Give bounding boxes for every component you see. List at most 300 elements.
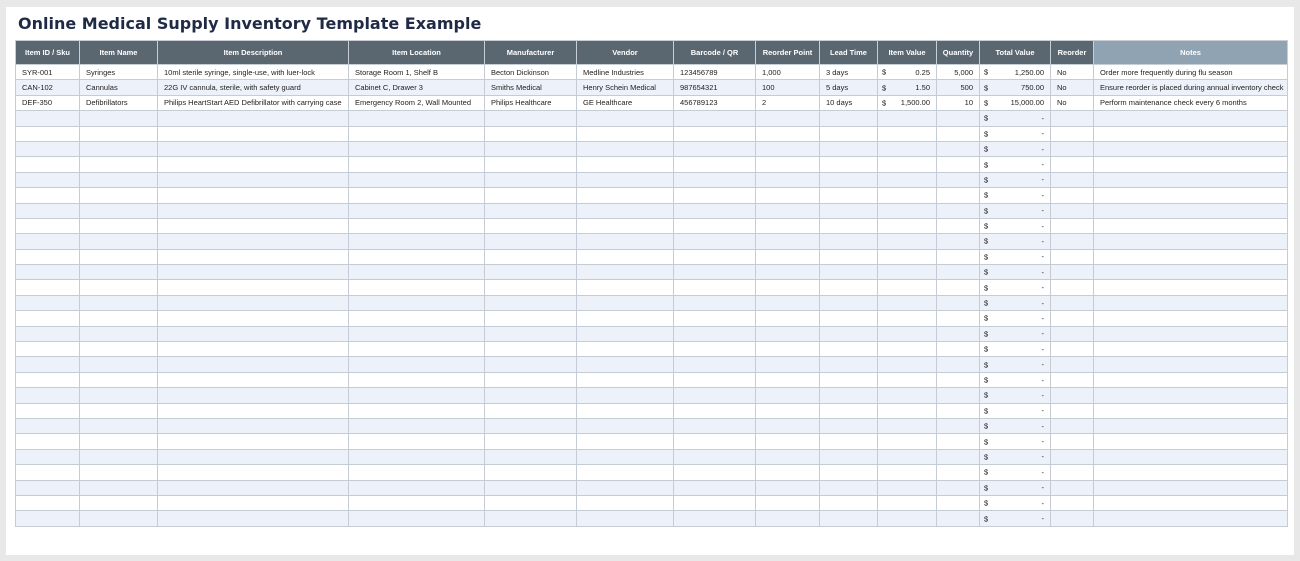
cell-quantity[interactable]	[937, 188, 980, 203]
cell-item-location[interactable]	[349, 234, 485, 249]
cell-notes[interactable]	[1094, 295, 1288, 310]
cell-item-location[interactable]	[349, 126, 485, 141]
cell-lead-time[interactable]	[820, 126, 878, 141]
cell-notes[interactable]	[1094, 434, 1288, 449]
cell-lead-time[interactable]	[820, 495, 878, 510]
cell-quantity[interactable]	[937, 511, 980, 526]
column-header-item-description[interactable]: Item Description	[158, 41, 349, 65]
cell-reorder-point[interactable]	[756, 326, 820, 341]
cell-item-location[interactable]	[349, 141, 485, 156]
cell-quantity[interactable]	[937, 234, 980, 249]
cell-total-value[interactable]	[980, 511, 1051, 526]
cell-manufacturer[interactable]	[485, 234, 577, 249]
cell-lead-time[interactable]	[820, 265, 878, 280]
cell-manufacturer[interactable]: Philips Healthcare	[485, 95, 577, 110]
cell-reorder-point[interactable]	[756, 342, 820, 357]
cell-item-description[interactable]	[158, 172, 349, 187]
cell-reorder-point[interactable]: 100	[756, 80, 820, 95]
cell-quantity[interactable]	[937, 218, 980, 233]
cell-item-location[interactable]	[349, 495, 485, 510]
cell-notes[interactable]: Perform maintenance check every 6 months	[1094, 95, 1288, 110]
cell-item-name[interactable]	[80, 480, 158, 495]
cell-sku[interactable]	[16, 372, 80, 387]
cell-reorder[interactable]	[1051, 265, 1094, 280]
cell-reorder-point[interactable]	[756, 357, 820, 372]
cell-item-name[interactable]	[80, 249, 158, 264]
cell-item-location[interactable]	[349, 188, 485, 203]
cell-total-value[interactable]	[980, 388, 1051, 403]
cell-sku[interactable]	[16, 403, 80, 418]
cell-notes[interactable]	[1094, 157, 1288, 172]
column-header-item-value[interactable]: Item Value	[878, 41, 937, 65]
cell-reorder-point[interactable]	[756, 126, 820, 141]
cell-sku[interactable]	[16, 511, 80, 526]
cell-item-name[interactable]	[80, 157, 158, 172]
cell-item-value[interactable]	[878, 480, 937, 495]
cell-barcode[interactable]	[674, 372, 756, 387]
cell-manufacturer[interactable]: Smiths Medical	[485, 80, 577, 95]
cell-quantity[interactable]	[937, 126, 980, 141]
cell-total-value[interactable]	[980, 465, 1051, 480]
cell-item-value[interactable]	[878, 80, 937, 95]
cell-item-name[interactable]	[80, 172, 158, 187]
cell-quantity[interactable]	[937, 495, 980, 510]
cell-reorder-point[interactable]	[756, 495, 820, 510]
cell-item-value[interactable]	[878, 342, 937, 357]
cell-reorder[interactable]	[1051, 295, 1094, 310]
cell-vendor[interactable]	[577, 265, 674, 280]
cell-item-name[interactable]: Defibrillators	[80, 95, 158, 110]
cell-total-value[interactable]	[980, 172, 1051, 187]
cell-item-name[interactable]	[80, 111, 158, 126]
cell-reorder[interactable]	[1051, 157, 1094, 172]
cell-sku[interactable]	[16, 311, 80, 326]
cell-item-description[interactable]	[158, 388, 349, 403]
cell-vendor[interactable]	[577, 234, 674, 249]
cell-total-value[interactable]	[980, 311, 1051, 326]
cell-reorder[interactable]	[1051, 511, 1094, 526]
cell-item-value[interactable]	[878, 280, 937, 295]
cell-reorder[interactable]	[1051, 188, 1094, 203]
cell-manufacturer[interactable]	[485, 295, 577, 310]
cell-vendor[interactable]	[577, 388, 674, 403]
cell-manufacturer[interactable]	[485, 326, 577, 341]
cell-total-value[interactable]	[980, 218, 1051, 233]
cell-notes[interactable]	[1094, 449, 1288, 464]
cell-sku[interactable]	[16, 418, 80, 433]
cell-sku[interactable]	[16, 265, 80, 280]
cell-item-value[interactable]	[878, 157, 937, 172]
cell-reorder[interactable]	[1051, 311, 1094, 326]
cell-sku[interactable]	[16, 218, 80, 233]
cell-manufacturer[interactable]	[485, 172, 577, 187]
cell-item-description[interactable]	[158, 126, 349, 141]
column-header-notes[interactable]: Notes	[1094, 41, 1288, 65]
cell-vendor[interactable]	[577, 403, 674, 418]
cell-quantity[interactable]: 5,000	[937, 65, 980, 80]
cell-lead-time[interactable]	[820, 203, 878, 218]
cell-item-value[interactable]	[878, 265, 937, 280]
cell-lead-time[interactable]	[820, 326, 878, 341]
cell-item-name[interactable]: Syringes	[80, 65, 158, 80]
cell-item-description[interactable]: 22G IV cannula, sterile, with safety guard	[158, 80, 349, 95]
cell-manufacturer[interactable]: Becton Dickinson	[485, 65, 577, 80]
cell-sku[interactable]: SYR-001	[16, 65, 80, 80]
cell-item-name[interactable]	[80, 511, 158, 526]
cell-item-name[interactable]	[80, 311, 158, 326]
cell-item-location[interactable]	[349, 280, 485, 295]
cell-quantity[interactable]	[937, 403, 980, 418]
cell-reorder[interactable]: No	[1051, 65, 1094, 80]
cell-item-description[interactable]	[158, 295, 349, 310]
cell-lead-time[interactable]	[820, 111, 878, 126]
cell-item-value[interactable]	[878, 234, 937, 249]
cell-item-description[interactable]	[158, 188, 349, 203]
cell-reorder-point[interactable]	[756, 465, 820, 480]
cell-item-name[interactable]	[80, 126, 158, 141]
cell-reorder-point[interactable]	[756, 157, 820, 172]
cell-item-value[interactable]	[878, 95, 937, 110]
cell-notes[interactable]	[1094, 218, 1288, 233]
cell-notes[interactable]	[1094, 265, 1288, 280]
cell-item-location[interactable]	[349, 157, 485, 172]
cell-item-name[interactable]	[80, 295, 158, 310]
cell-item-location[interactable]: Storage Room 1, Shelf B	[349, 65, 485, 80]
cell-lead-time[interactable]	[820, 311, 878, 326]
cell-lead-time[interactable]	[820, 388, 878, 403]
cell-reorder-point[interactable]: 2	[756, 95, 820, 110]
cell-barcode[interactable]	[674, 203, 756, 218]
cell-notes[interactable]	[1094, 372, 1288, 387]
cell-total-value[interactable]	[980, 203, 1051, 218]
cell-reorder[interactable]	[1051, 388, 1094, 403]
cell-item-value[interactable]	[878, 188, 937, 203]
cell-vendor[interactable]	[577, 495, 674, 510]
cell-manufacturer[interactable]	[485, 372, 577, 387]
cell-quantity[interactable]	[937, 434, 980, 449]
cell-vendor[interactable]: Henry Schein Medical	[577, 80, 674, 95]
cell-lead-time[interactable]	[820, 511, 878, 526]
cell-reorder-point[interactable]	[756, 218, 820, 233]
cell-sku[interactable]	[16, 295, 80, 310]
cell-quantity[interactable]	[937, 265, 980, 280]
cell-reorder[interactable]	[1051, 372, 1094, 387]
cell-item-description[interactable]	[158, 403, 349, 418]
cell-item-location[interactable]	[349, 403, 485, 418]
cell-vendor[interactable]	[577, 357, 674, 372]
cell-item-description[interactable]	[158, 141, 349, 156]
cell-item-value[interactable]	[878, 511, 937, 526]
column-header-total-value[interactable]: Total Value	[980, 41, 1051, 65]
cell-item-name[interactable]	[80, 342, 158, 357]
cell-total-value[interactable]	[980, 95, 1051, 110]
cell-notes[interactable]	[1094, 418, 1288, 433]
cell-sku[interactable]	[16, 449, 80, 464]
cell-total-value[interactable]	[980, 249, 1051, 264]
cell-vendor[interactable]	[577, 218, 674, 233]
cell-notes[interactable]: Ensure reorder is placed during annual inventory check	[1094, 80, 1288, 95]
cell-vendor[interactable]	[577, 249, 674, 264]
cell-barcode[interactable]: 123456789	[674, 65, 756, 80]
cell-quantity[interactable]	[937, 295, 980, 310]
cell-item-name[interactable]	[80, 188, 158, 203]
cell-total-value[interactable]	[980, 403, 1051, 418]
cell-sku[interactable]	[16, 234, 80, 249]
cell-quantity[interactable]	[937, 372, 980, 387]
cell-quantity[interactable]	[937, 111, 980, 126]
cell-barcode[interactable]	[674, 449, 756, 464]
cell-total-value[interactable]	[980, 157, 1051, 172]
cell-reorder[interactable]	[1051, 449, 1094, 464]
cell-item-description[interactable]	[158, 311, 349, 326]
cell-sku[interactable]	[16, 465, 80, 480]
cell-lead-time[interactable]: 10 days	[820, 95, 878, 110]
cell-lead-time[interactable]	[820, 234, 878, 249]
cell-item-value[interactable]	[878, 465, 937, 480]
cell-quantity[interactable]	[937, 418, 980, 433]
cell-vendor[interactable]	[577, 126, 674, 141]
cell-item-name[interactable]	[80, 495, 158, 510]
cell-lead-time[interactable]	[820, 172, 878, 187]
cell-item-location[interactable]	[349, 111, 485, 126]
cell-lead-time[interactable]	[820, 403, 878, 418]
cell-vendor[interactable]	[577, 203, 674, 218]
cell-sku[interactable]	[16, 434, 80, 449]
cell-notes[interactable]	[1094, 203, 1288, 218]
cell-lead-time[interactable]	[820, 357, 878, 372]
cell-item-location[interactable]	[349, 295, 485, 310]
cell-quantity[interactable]	[937, 249, 980, 264]
cell-vendor[interactable]	[577, 280, 674, 295]
cell-reorder-point[interactable]	[756, 280, 820, 295]
cell-barcode[interactable]	[674, 295, 756, 310]
cell-reorder-point[interactable]	[756, 449, 820, 464]
cell-notes[interactable]	[1094, 172, 1288, 187]
cell-quantity[interactable]	[937, 311, 980, 326]
cell-manufacturer[interactable]	[485, 280, 577, 295]
cell-item-location[interactable]	[349, 388, 485, 403]
cell-lead-time[interactable]: 3 days	[820, 65, 878, 80]
cell-notes[interactable]	[1094, 249, 1288, 264]
cell-reorder-point[interactable]	[756, 111, 820, 126]
cell-lead-time[interactable]	[820, 434, 878, 449]
cell-item-description[interactable]	[158, 280, 349, 295]
cell-total-value[interactable]	[980, 141, 1051, 156]
cell-reorder-point[interactable]	[756, 418, 820, 433]
cell-barcode[interactable]	[674, 326, 756, 341]
cell-reorder-point[interactable]	[756, 434, 820, 449]
cell-total-value[interactable]	[980, 434, 1051, 449]
cell-lead-time[interactable]	[820, 249, 878, 264]
cell-sku[interactable]	[16, 388, 80, 403]
cell-item-name[interactable]	[80, 465, 158, 480]
cell-reorder-point[interactable]	[756, 311, 820, 326]
cell-sku[interactable]	[16, 188, 80, 203]
cell-lead-time[interactable]	[820, 280, 878, 295]
cell-quantity[interactable]	[937, 280, 980, 295]
cell-item-location[interactable]	[349, 218, 485, 233]
cell-barcode[interactable]	[674, 403, 756, 418]
cell-barcode[interactable]	[674, 218, 756, 233]
cell-item-description[interactable]	[158, 203, 349, 218]
cell-notes[interactable]	[1094, 388, 1288, 403]
cell-sku[interactable]	[16, 126, 80, 141]
cell-quantity[interactable]: 10	[937, 95, 980, 110]
cell-item-location[interactable]	[349, 480, 485, 495]
cell-vendor[interactable]	[577, 511, 674, 526]
cell-item-name[interactable]	[80, 434, 158, 449]
cell-reorder[interactable]	[1051, 249, 1094, 264]
cell-vendor[interactable]	[577, 188, 674, 203]
cell-item-value[interactable]	[878, 403, 937, 418]
cell-item-description[interactable]: 10ml sterile syringe, single-use, with luer-lock	[158, 65, 349, 80]
cell-reorder[interactable]	[1051, 403, 1094, 418]
cell-manufacturer[interactable]	[485, 449, 577, 464]
cell-barcode[interactable]	[674, 172, 756, 187]
cell-reorder[interactable]	[1051, 280, 1094, 295]
cell-lead-time[interactable]	[820, 465, 878, 480]
cell-barcode[interactable]	[674, 342, 756, 357]
cell-item-value[interactable]	[878, 357, 937, 372]
cell-item-location[interactable]	[349, 465, 485, 480]
cell-item-value[interactable]	[878, 434, 937, 449]
cell-total-value[interactable]	[980, 188, 1051, 203]
cell-vendor[interactable]	[577, 172, 674, 187]
cell-manufacturer[interactable]	[485, 403, 577, 418]
cell-item-name[interactable]	[80, 388, 158, 403]
cell-reorder-point[interactable]	[756, 172, 820, 187]
cell-item-description[interactable]	[158, 326, 349, 341]
cell-notes[interactable]	[1094, 234, 1288, 249]
cell-lead-time[interactable]	[820, 141, 878, 156]
cell-reorder-point[interactable]	[756, 480, 820, 495]
cell-barcode[interactable]: 987654321	[674, 80, 756, 95]
cell-barcode[interactable]	[674, 249, 756, 264]
cell-reorder[interactable]	[1051, 218, 1094, 233]
cell-manufacturer[interactable]	[485, 188, 577, 203]
cell-notes[interactable]	[1094, 126, 1288, 141]
cell-manufacturer[interactable]	[485, 157, 577, 172]
cell-notes[interactable]	[1094, 511, 1288, 526]
cell-item-name[interactable]: Cannulas	[80, 80, 158, 95]
cell-lead-time[interactable]	[820, 449, 878, 464]
cell-item-description[interactable]	[158, 157, 349, 172]
cell-item-value[interactable]	[878, 295, 937, 310]
cell-item-description[interactable]	[158, 265, 349, 280]
cell-reorder-point[interactable]	[756, 141, 820, 156]
cell-reorder[interactable]	[1051, 203, 1094, 218]
cell-reorder[interactable]	[1051, 141, 1094, 156]
cell-reorder-point[interactable]	[756, 188, 820, 203]
cell-vendor[interactable]	[577, 157, 674, 172]
cell-vendor[interactable]	[577, 434, 674, 449]
cell-item-description[interactable]	[158, 434, 349, 449]
cell-manufacturer[interactable]	[485, 418, 577, 433]
cell-vendor[interactable]	[577, 372, 674, 387]
cell-manufacturer[interactable]	[485, 342, 577, 357]
cell-item-description[interactable]	[158, 218, 349, 233]
column-header-vendor[interactable]: Vendor	[577, 41, 674, 65]
cell-vendor[interactable]	[577, 111, 674, 126]
cell-lead-time[interactable]	[820, 157, 878, 172]
cell-reorder[interactable]	[1051, 111, 1094, 126]
cell-notes[interactable]	[1094, 141, 1288, 156]
cell-item-name[interactable]	[80, 372, 158, 387]
cell-barcode[interactable]	[674, 511, 756, 526]
cell-reorder-point[interactable]	[756, 372, 820, 387]
cell-barcode[interactable]	[674, 265, 756, 280]
cell-total-value[interactable]	[980, 326, 1051, 341]
cell-manufacturer[interactable]	[485, 311, 577, 326]
cell-manufacturer[interactable]	[485, 465, 577, 480]
cell-item-value[interactable]	[878, 249, 937, 264]
cell-quantity[interactable]	[937, 449, 980, 464]
cell-item-name[interactable]	[80, 141, 158, 156]
cell-lead-time[interactable]	[820, 372, 878, 387]
cell-item-name[interactable]	[80, 403, 158, 418]
cell-sku[interactable]	[16, 357, 80, 372]
cell-sku[interactable]	[16, 141, 80, 156]
cell-item-location[interactable]	[349, 265, 485, 280]
cell-manufacturer[interactable]	[485, 203, 577, 218]
cell-item-location[interactable]	[349, 418, 485, 433]
cell-sku[interactable]: DEF-350	[16, 95, 80, 110]
cell-barcode[interactable]	[674, 388, 756, 403]
cell-reorder-point[interactable]	[756, 388, 820, 403]
cell-item-description[interactable]: Philips HeartStart AED Defibrillator with carrying case	[158, 95, 349, 110]
cell-item-value[interactable]	[878, 218, 937, 233]
cell-barcode[interactable]	[674, 111, 756, 126]
cell-item-description[interactable]	[158, 449, 349, 464]
cell-item-name[interactable]	[80, 326, 158, 341]
cell-quantity[interactable]	[937, 342, 980, 357]
cell-item-value[interactable]	[878, 418, 937, 433]
cell-notes[interactable]	[1094, 465, 1288, 480]
cell-item-name[interactable]	[80, 418, 158, 433]
column-header-lead-time[interactable]: Lead Time	[820, 41, 878, 65]
cell-notes[interactable]	[1094, 403, 1288, 418]
cell-manufacturer[interactable]	[485, 265, 577, 280]
cell-reorder-point[interactable]	[756, 295, 820, 310]
cell-item-description[interactable]	[158, 234, 349, 249]
cell-vendor[interactable]	[577, 342, 674, 357]
cell-total-value[interactable]	[980, 357, 1051, 372]
cell-item-value[interactable]	[878, 141, 937, 156]
cell-notes[interactable]	[1094, 495, 1288, 510]
cell-vendor[interactable]	[577, 141, 674, 156]
column-header-item-name[interactable]: Item Name	[80, 41, 158, 65]
cell-item-name[interactable]	[80, 280, 158, 295]
cell-item-name[interactable]	[80, 357, 158, 372]
cell-item-description[interactable]	[158, 495, 349, 510]
cell-item-description[interactable]	[158, 418, 349, 433]
cell-sku[interactable]	[16, 495, 80, 510]
cell-reorder[interactable]	[1051, 465, 1094, 480]
cell-reorder[interactable]	[1051, 234, 1094, 249]
cell-item-value[interactable]	[878, 388, 937, 403]
cell-total-value[interactable]	[980, 295, 1051, 310]
cell-barcode[interactable]	[674, 418, 756, 433]
cell-reorder[interactable]: No	[1051, 95, 1094, 110]
cell-quantity[interactable]	[937, 203, 980, 218]
cell-total-value[interactable]	[980, 280, 1051, 295]
column-header-item-location[interactable]: Item Location	[349, 41, 485, 65]
cell-item-value[interactable]	[878, 449, 937, 464]
cell-manufacturer[interactable]	[485, 434, 577, 449]
cell-item-location[interactable]	[349, 311, 485, 326]
cell-item-value[interactable]	[878, 126, 937, 141]
column-header-manufacturer[interactable]: Manufacturer	[485, 41, 577, 65]
